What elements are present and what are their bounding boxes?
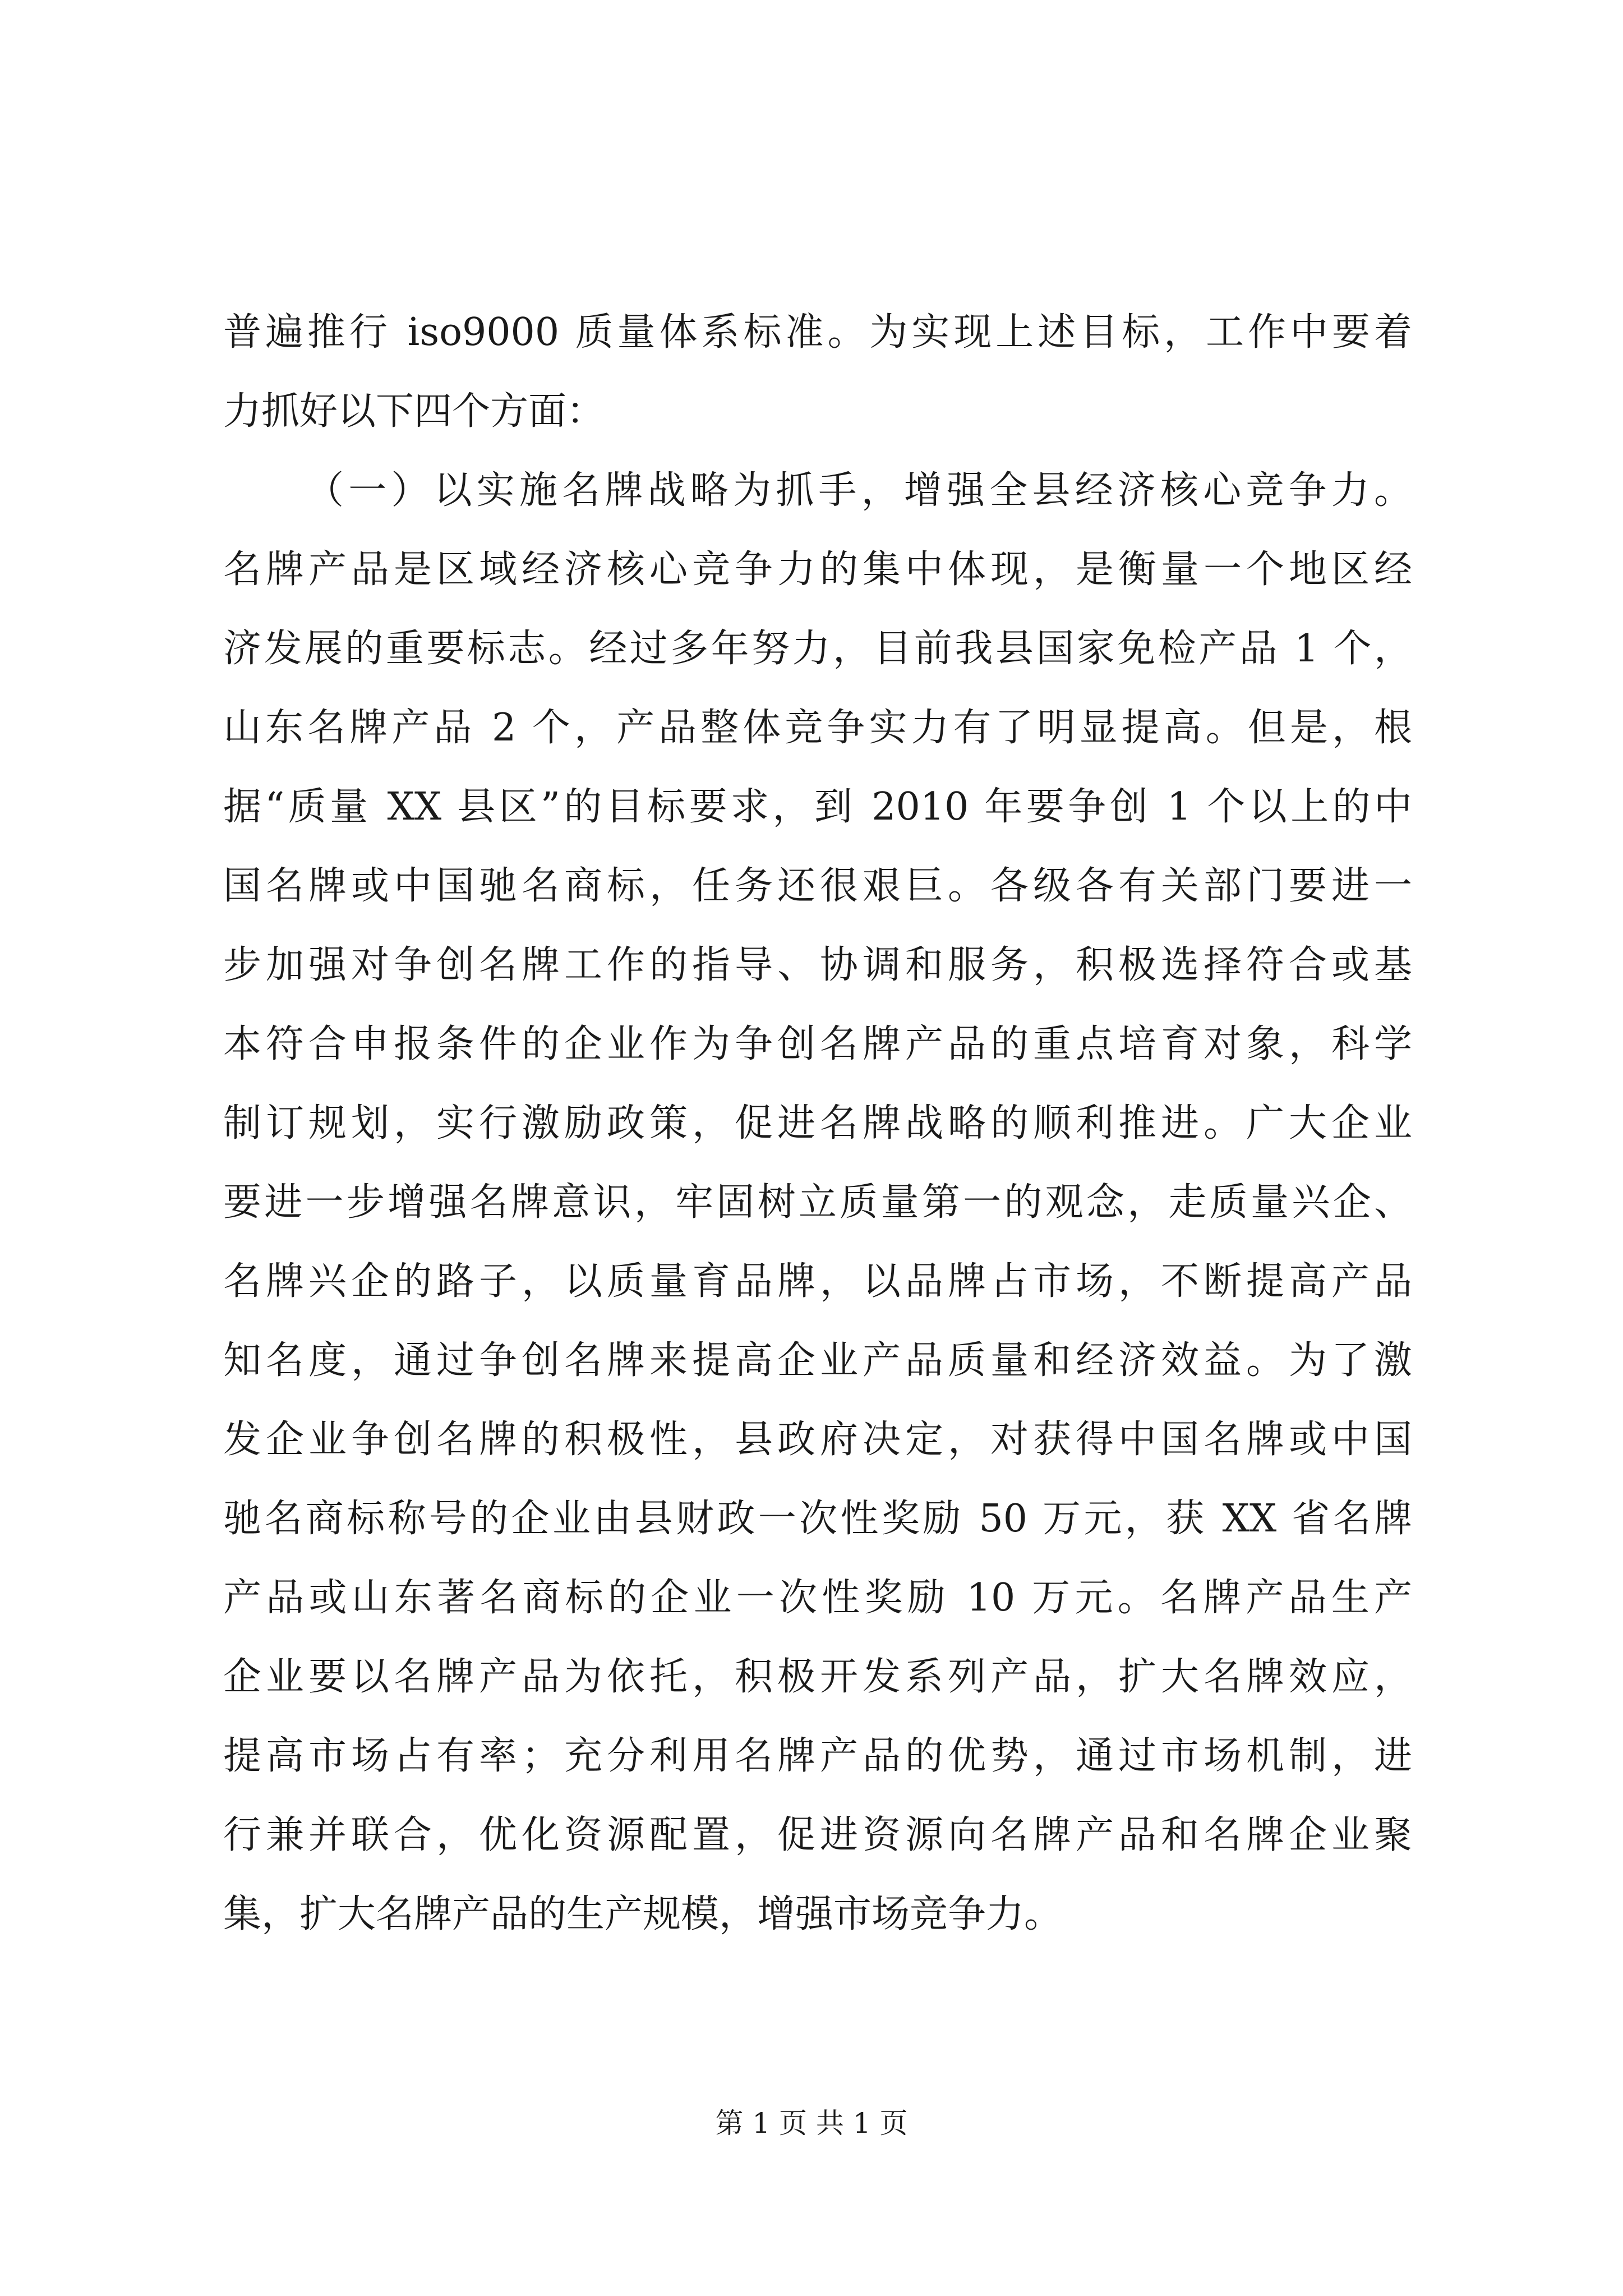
body-line-6: 山东名牌产品 2 个，产品整体竞争实力有了明显提高。但是，根 [223,706,1412,750]
body-line-14: 知名度，通过争创名牌来提高企业产品质量和经济效益。为了激 [223,1338,1412,1383]
section-heading-1: （一）以实施名牌战略为抓手，增强全县经济核心竞争力。 [306,468,1412,513]
body-line-12: 要进一步增强名牌意识，牢固树立质量第一的观念，走质量兴企、 [223,1180,1412,1225]
body-line-1: 普遍推行 iso9000 质量体系标准。为实现上述目标，工作中要着 [223,310,1412,355]
body-line-13: 名牌兴企的路子，以质量育品牌，以品牌占市场，不断提高产品 [223,1259,1412,1304]
body-line-18: 企业要以名牌产品为依托，积极开发系列产品，扩大名牌效应， [223,1655,1412,1699]
body-line-4: 名牌产品是区域经济核心竞争力的集中体现，是衡量一个地区经 [223,547,1412,592]
page-number-footer: 第 1 页 共 1 页 [715,2107,908,2139]
body-line-19: 提高市场占有率；充分利用名牌产品的优势，通过市场机制，进 [223,1734,1412,1778]
body-line-15: 发企业争创名牌的积极性，县政府决定，对获得中国名牌或中国 [223,1418,1412,1462]
body-line-8: 国名牌或中国驰名商标，任务还很艰巨。各级各有关部门要进一 [223,864,1412,908]
body-line-7: 据“质量 XX 县区”的目标要求，到 2010 年要争创 1 个以上的中 [223,785,1412,829]
body-line-5: 济发展的重要标志。经过多年努力，目前我县国家免检产品 1 个， [223,627,1412,671]
body-line-20: 行兼并联合，优化资源配置，促进资源向名牌产品和名牌企业聚 [223,1813,1412,1857]
body-line-9: 步加强对争创名牌工作的指导、协调和服务，积极选择符合或基 [223,943,1412,987]
body-line-11: 制订规划，实行激励政策，促进名牌战略的顺利推进。广大企业 [223,1101,1412,1145]
body-line-17: 产品或山东著名商标的企业一次性奖励 10 万元。名牌产品生产 [223,1576,1412,1620]
body-line-10: 本符合申报条件的企业作为争创名牌产品的重点培育对象，科学 [223,1022,1412,1066]
body-line-21: 集，扩大名牌产品的生产规模，增强市场竞争力。 [223,1892,1063,1936]
body-line-16: 驰名商标称号的企业由县财政一次性奖励 50 万元，获 XX 省名牌 [223,1497,1412,1541]
body-line-2: 力抓好以下四个方面： [223,389,605,434]
